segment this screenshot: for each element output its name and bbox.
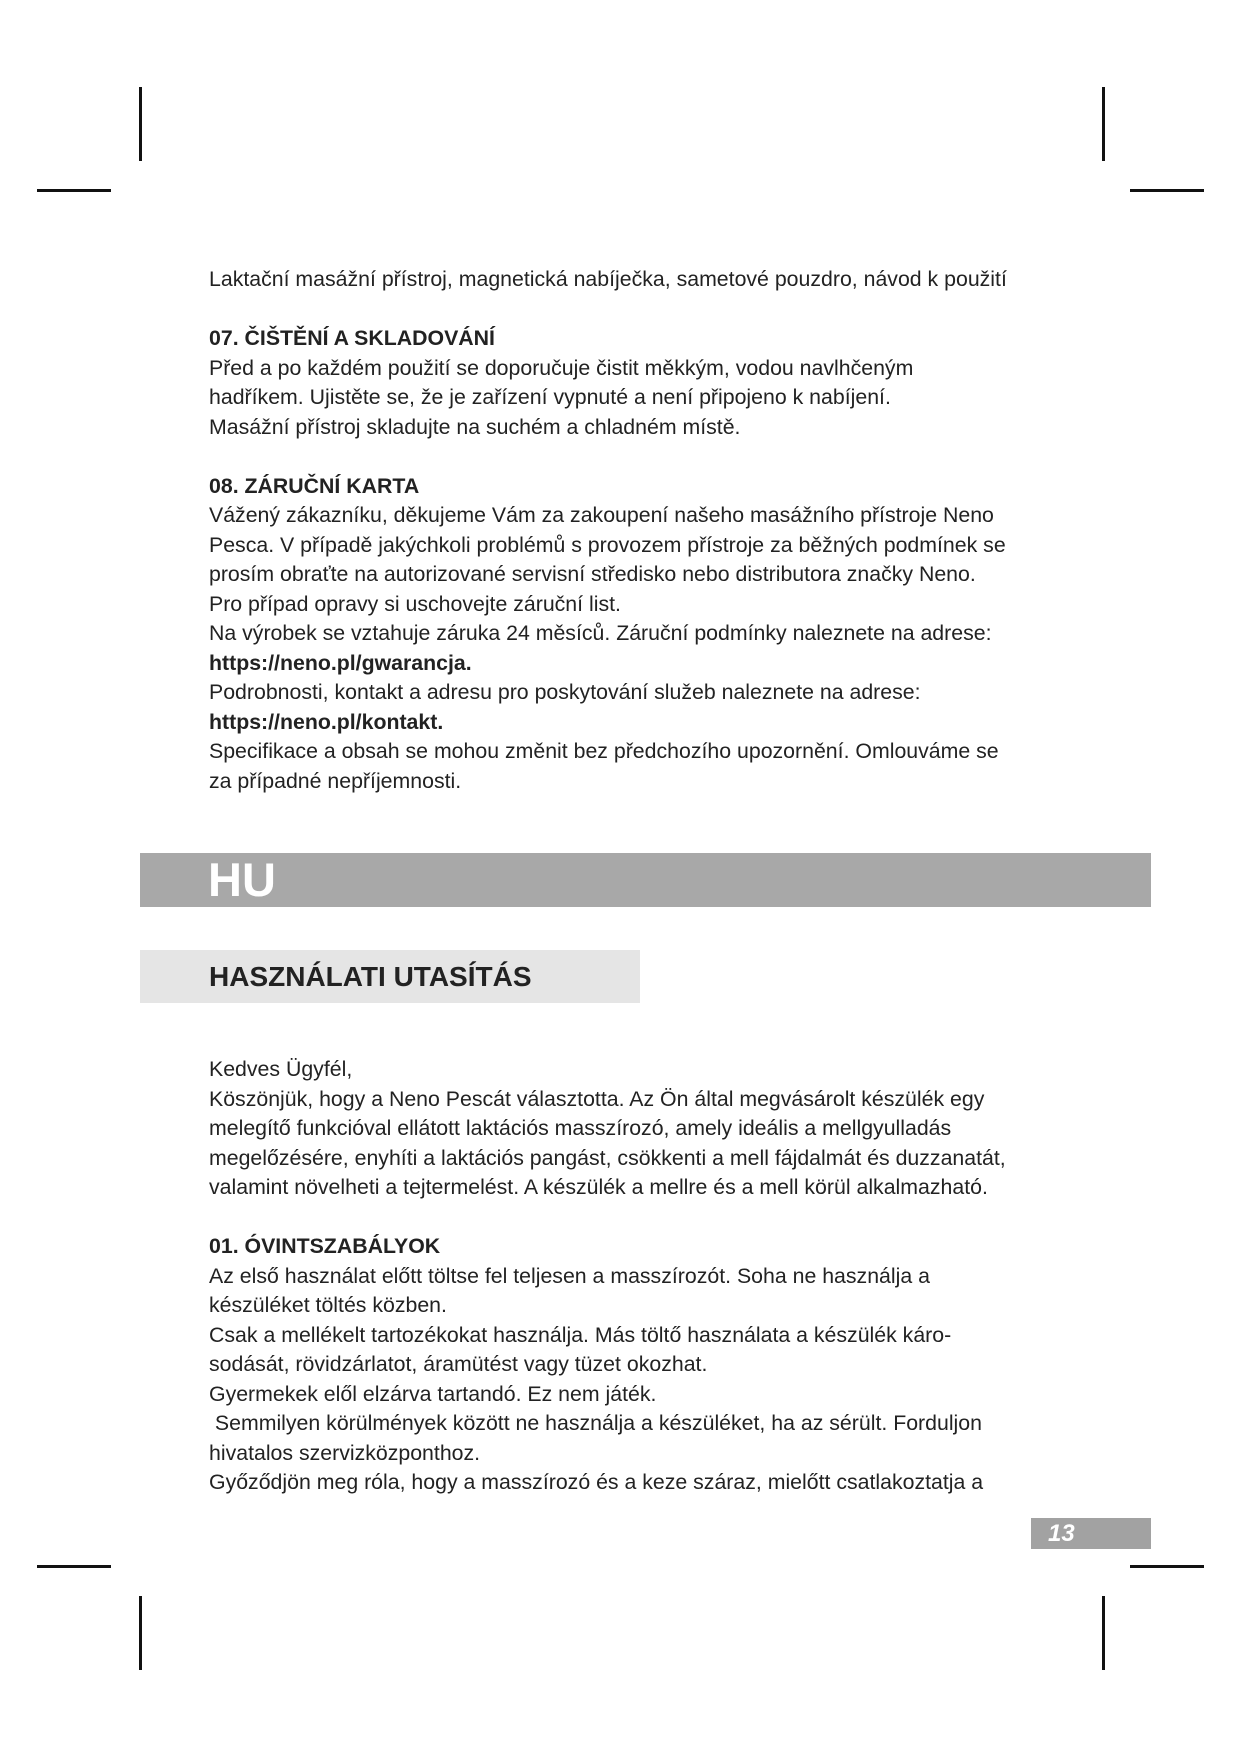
crop-mark-top-right-vertical [1102, 87, 1105, 161]
cz-cleaning-heading: 07. ČIŠTĚNÍ A SKLADOVÁNÍ [209, 326, 495, 350]
cz-cleaning-line: Před a po každém použití se doporučuje čistit měkkým, vodou navlhčeným [209, 355, 914, 380]
hu-safety-line: Az első használat előtt töltse fel teljesen a masszírozót. Soha ne használja a [209, 1263, 930, 1288]
hu-intro-line: Kedves Ügyfél, [209, 1057, 353, 1081]
warranty-link[interactable]: https://neno.pl/gwarancja. [209, 650, 472, 675]
spacer [209, 442, 1069, 472]
crop-mark-bottom-right-horizontal [1130, 1565, 1204, 1568]
hu-safety-line: hivatalos szervizközponthoz. [209, 1440, 481, 1465]
page-number-badge [1031, 1518, 1151, 1549]
spacer [209, 1203, 1069, 1233]
crop-mark-top-left-horizontal [37, 189, 111, 192]
hu-safety-line: készüléket töltés közben. [209, 1293, 447, 1317]
cz-warranty-line: Pro případ opravy si uschovejte záruční list. [209, 591, 621, 616]
hu-safety-line: Semmilyen körülmények között ne használja a készüléket, ha az sérült. Forduljon [209, 1411, 982, 1435]
hu-safety-heading: 01. ÓVINTSZABÁLYOK [209, 1234, 441, 1258]
instructions-title: HASZNÁLATI UTASÍTÁS [209, 961, 532, 992]
hu-intro-line: melegítő funkcióval ellátott laktációs masszírozó, amely ideális a mellgyulladás [209, 1116, 952, 1140]
language-code: HU [208, 853, 276, 906]
cz-content [209, 265, 1069, 796]
hu-safety-line: Győződjön meg róla, hogy a masszírozó és a keze száraz, mielőtt csatlakoztatja a [209, 1470, 984, 1494]
contact-link[interactable]: https://neno.pl/kontakt. [209, 709, 444, 734]
spacer [209, 295, 1069, 325]
cz-cleaning-line: hadříkem. Ujistěte se, že je zařízení vypnuté a není připojeno k nabíjení. [209, 385, 891, 409]
crop-mark-bottom-left-vertical [139, 1596, 142, 1670]
crop-mark-top-left-vertical [139, 87, 142, 161]
hu-intro-line: Köszönjük, hogy a Neno Pescát választotta. Az Ön által megvásárolt készülék egy [209, 1086, 985, 1111]
cz-warranty-heading: 08. ZÁRUČNÍ KARTA [209, 473, 420, 498]
cz-warranty-line: za případné nepříjemnosti. [209, 768, 462, 793]
page-number: 13 [1048, 1520, 1075, 1547]
hu-safety-line: Csak a mellékelt tartozékokat használja. Más töltő használata a készülék káro- [209, 1322, 952, 1347]
hu-intro-line: megelőzésére, enyhíti a laktációs pangást, csökkenti a mell fájdalmát és duzzanatát, [209, 1145, 1006, 1170]
hu-safety-line: sodását, rövidzárlatot, áramütést vagy tüzet okozhat. [209, 1352, 708, 1376]
language-band-hu [140, 853, 1151, 907]
instructions-title-band [140, 950, 640, 1003]
hu-safety-line: Gyermekek elől elzárva tartandó. Ez nem játék. [209, 1381, 657, 1406]
crop-mark-bottom-left-horizontal [37, 1565, 111, 1568]
cz-warranty-line: Specifikace a obsah se mohou změnit bez předchozího upozornění. Omlouváme se [209, 739, 999, 763]
cz-warranty-line: Na výrobek se vztahuje záruka 24 měsíců. Záruční podmínky naleznete na adrese: [209, 621, 992, 645]
cz-warranty-line: Pesca. V případě jakýchkoli problémů s provozem přístroje za běžných podmínek se [209, 532, 1006, 557]
crop-mark-top-right-horizontal [1130, 189, 1204, 192]
cz-details-line: Podrobnosti, kontakt a adresu pro poskytování služeb naleznete na adrese: [209, 680, 921, 704]
cz-warranty-line: prosím obraťte na autorizované servisní středisko nebo distributora značky Neno. [209, 562, 976, 586]
hu-intro-line: valamint növelheti a tejtermelést. A készülék a mellre és a mell körül alkalmazható. [209, 1175, 988, 1199]
cz-warranty-line: Vážený zákazníku, děkujeme Vám za zakoupení našeho masážního přístroje Neno [209, 503, 994, 527]
cz-package-contents: Laktační masážní přístroj, magnetická nabíječka, sametové pouzdro, návod k použití [209, 267, 1007, 291]
crop-mark-bottom-right-vertical [1102, 1596, 1105, 1670]
cz-cleaning-line: Masážní přístroj skladujte na suchém a chladném místě. [209, 414, 741, 439]
hu-content [209, 1055, 1069, 1498]
